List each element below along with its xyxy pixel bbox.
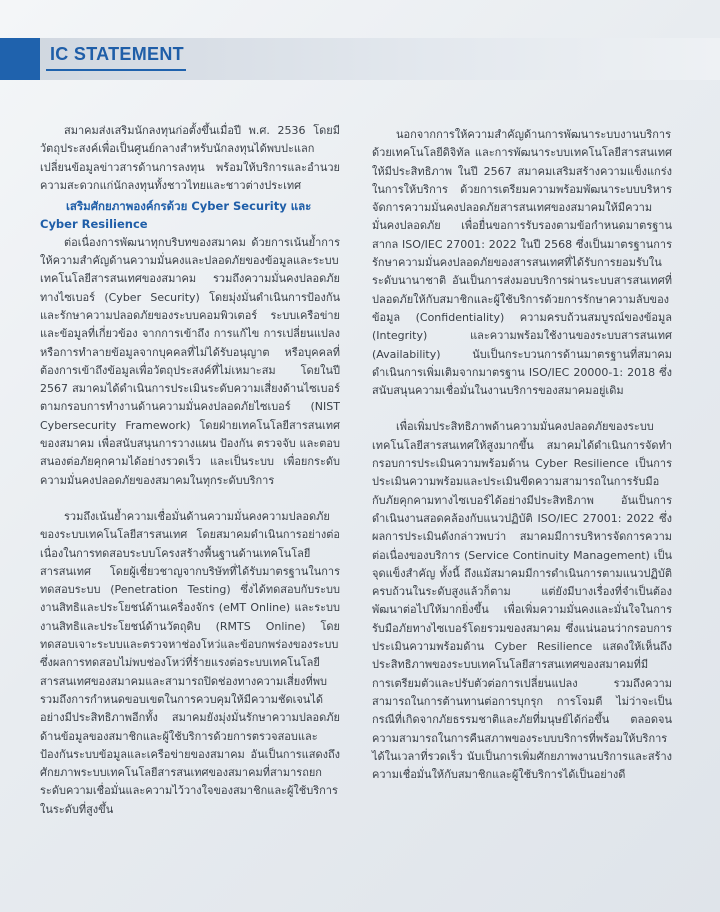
penetration-testing-paragraph: รวมถึงเน้นย้ำความเชื่อมั่นด้านความมั่นคงความปลอดภัยของระบบเทคโนโลยีสารสนเทศ โดยสมาคมดำเนินการอย่างต่อเนื่องในการทดสอบระบบโครงสร้างพื้นฐานด้านเทคโนโลยีสารสนเทศ โดยผู้เชี่ยวชาญจากบริษัทที่ได้รับมาตรฐานในการทดสอบระบบ (Penetration Testing) ซึ่งได้ทดสอบกับระบบงานสิทธิและประโยชน์ด้านเครื่องจักร (eMT Online) และระบบงานสิทธิและประโยชน์ด้านวัตถุดิบ (RMTS Online) โดยทดสอบเจาะระบบและตรวจหาช่องโหว่และข้อบกพร่องของระบบ ซึ่งผลการทดสอบไม่พบช่องโหว่ที่ร้ายแรงต่อระบบเทคโนโลยีสารสนเทศของสมาคมและสามารถปิดช่องทางความเสี่ยงที่พบ รวมถึงการกำหนดขอบเขตในการควบคุมให้มีความชัดเจนได้อย่างมีประสิทธิภาพอีกทั้ง สมาคมยังมุ่งมั่นรักษาความปลอดภัยด้านข้อมูลของสมาชิกและผู้ใช้บริการด้วยการตรวจสอบและป้องกันระบบข้อมูลและเครือข่ายของสมาคม อันเป็นการแสดงถึงศักยภาพระบบเทคโนโลยีสารสนเทศของสมาคมที่สามารถยกระดับความเชื่อมั่นและความไว้วางใจของสมาชิกและผู้ใช้บริการในระดับที่สูงขึ้น	[40, 509, 340, 816]
header-accent-block	[0, 38, 40, 80]
cyber-resilience-paragraph: เพื่อเพิ่มประสิทธิภาพด้านความมั่นคงปลอดภัยของระบบเทคโนโลยีสารสนเทศให้สูงมากขึ้น สมาคมได้ดำเนินการจัดทำกรอบการประเมินความพร้อมด้าน Cyber Resilience เป็นการประเมินความพร้อมและประเมินขีดความสามารถในการรับมือกับภัยคุกคามทางไซเบอร์ได้อย่างมีประสิทธิภาพ อันเป็นการดำเนินงานสอดคล้องกับแนวปฏิบัติ ISO/IEC 27001: 2022 ซึ่งผลการประเมินดังกล่าวพบว่า สมาคมมีการบริหารจัดการความต่อเนื่องของบริการ (Service Continuity Management) เป็นจุดแข็งสำคัญ ทั้งนี้ ถึงแม้สมาคมมีการดำเนินการตามแนวปฏิบัติครบถ้วนในระดับสูงแล้วก็ตาม แต่ยังมีบางเรื่องที่จำเป็นต้องพัฒนาต่อไปให้มากยิ่งขึ้น เพื่อเพิ่มความมั่นคงและมั่นใจในการรับมือภัยทางไซเบอร์โดยรวมของสมาคม ซึ่งแน่นอนว่ากรอบการประเมินความพร้อมด้าน Cyber Resilience แสดงให้เห็นถึงประสิทธิภาพของระบบเทคโนโลยีสารสนเทศของสมาคมที่มีการเตรียมตัวและปรับตัวต่อการเปลี่ยนแปลง รวมถึงความสามารถในการต้านทานต่อการบุกรุก การโจมตี ไม่ว่าจะเป็นกรณีที่เกิดจากภัยธรรมชาติและภัยที่มนุษย์ได้ก่อขึ้น ตลอดจนความสามารถในการคืนสภาพของระบบบริการที่พร้อมให้บริการได้ในเวลาที่รวดเร็ว นับเป็นการเพิ่มศักยภาพงานบริการและสร้างความเชื่อมั่นให้กับสมาชิกและผู้ใช้บริการได้เป็นอย่างดี	[372, 420, 672, 782]
cyber-security-paragraph: ต่อเนื่องการพัฒนาทุกบริบทของสมาคม ด้วยการเน้นย้ำการให้ความสำคัญด้านความมั่นคงและปลอดภัยของข้อมูลและระบบเทคโนโลยีสารสนเทศของสมาคม รวมถึงความมั่นคงปลอดภัยทางไซเบอร์ (Cyber Security) โดยมุ่งมั่นดำเนินการป้องกันและรักษาความปลอดภัยของระบบคอมพิวเตอร์ ระบบเครือข่าย และข้อมูลที่เกี่ยวข้อง จากการเข้าถึง การแก้ไข การเปลี่ยนแปลง หรือการทำลายข้อมูลจากบุคคลที่ไม่ได้รับอนุญาต หรือบุคคลที่ต้องการเข้าถึงข้อมูลเพื่อวัตถุประสงค์ที่ไม่เหมาะสม โดยในปี 2567 สมาคมได้ดำเนินการประเมินระดับความเสี่ยงด้านไซเบอร์ ตามกรอบการทำงานด้านความมั่นคงปลอดภัยไซเบอร์ (NIST Cybersecurity Framework) โดยฝ่ายเทคโนโลยีสารสนเทศของสมาคม เพื่อสนับสนุนการวางแผน ป้องกัน ตรวจจับ และตอบสนองต่อภัยคุกคามได้อย่างรวดเร็ว และเป็นระบบ เพื่อยกระดับความมั่นคงปลอดภัยของสมาคมในทุกระดับบริการ	[40, 235, 340, 487]
section-heading: เสริมศักยภาพองค์กรด้วย Cyber Security และ	[66, 199, 312, 214]
paragraph-spacer	[372, 400, 672, 418]
iso-certification-paragraph: นอกจากการให้ความสำคัญด้านการพัฒนาระบบงานบริการด้วยเทคโนโลยีดิจิทัล และการพัฒนาระบบเทคโนโลยีสารสนเทศให้มีประสิทธิภาพ ในปี 2567 สมาคมเสริมสร้างความแข็งแกร่งในการให้บริการ ด้วยการเตรียมความพร้อมพัฒนาระบบบริหารจัดการความมั่นคงปลอดภัยสารสนเทศของสมาคมให้มีความมั่นคงปลอดภัย เพื่อยื่นขอการรับรองตามข้อกำหนดมาตรฐานสากล ISO/IEC 27001: 2022 ในปี 2568 ซึ่งเป็นมาตรฐานการรักษาความมั่นคงปลอดภัยของสารสนเทศที่ได้รับการยอมรับในระดับนานาชาติ อันเป็นการส่งมอบบริการผ่านระบบสารสนเทศที่ปลอดภัยให้กับสมาชิกและผู้ใช้บริการด้วยการรักษาความลับของข้อมูล (Confidentiality) ความครบถ้วนสมบูรณ์ของข้อมูล (Integrity) และความพร้อมใช้งานของระบบสารสนเทศ (Availability) นับเป็นกระบวนการด้านมาตรฐานที่สมาคมดำเนินการเพิ่มเติมจากมาตรฐาน ISO/IEC 20000-1: 2018 ซึ่งสนับสนุนความเชื่อมั่นในงานบริการของสมาคมอยู่เดิม	[372, 128, 672, 398]
left-column	[40, 122, 340, 819]
page-title: IC STATEMENT	[50, 44, 184, 64]
title-underline	[46, 69, 186, 71]
section-heading-continued: Cyber Resilience	[40, 217, 148, 232]
paragraph-spacer	[40, 490, 340, 508]
right-column	[372, 126, 672, 784]
intro-paragraph: สมาคมส่งเสริมนักลงทุนก่อตั้งขึ้นเมื่อปี พ.ศ. 2536 โดยมีวัตถุประสงค์เพื่อเป็นศูนย์กลางสำหรับนักลงทุนได้พบปะแลกเปลี่ยนข้อมูลข่าวสารด้านการลงทุน พร้อมให้บริการและอำนวยความสะดวกแก่นักลงทุนทั้งชาวไทยและชาวต่างประเทศ	[40, 124, 340, 192]
